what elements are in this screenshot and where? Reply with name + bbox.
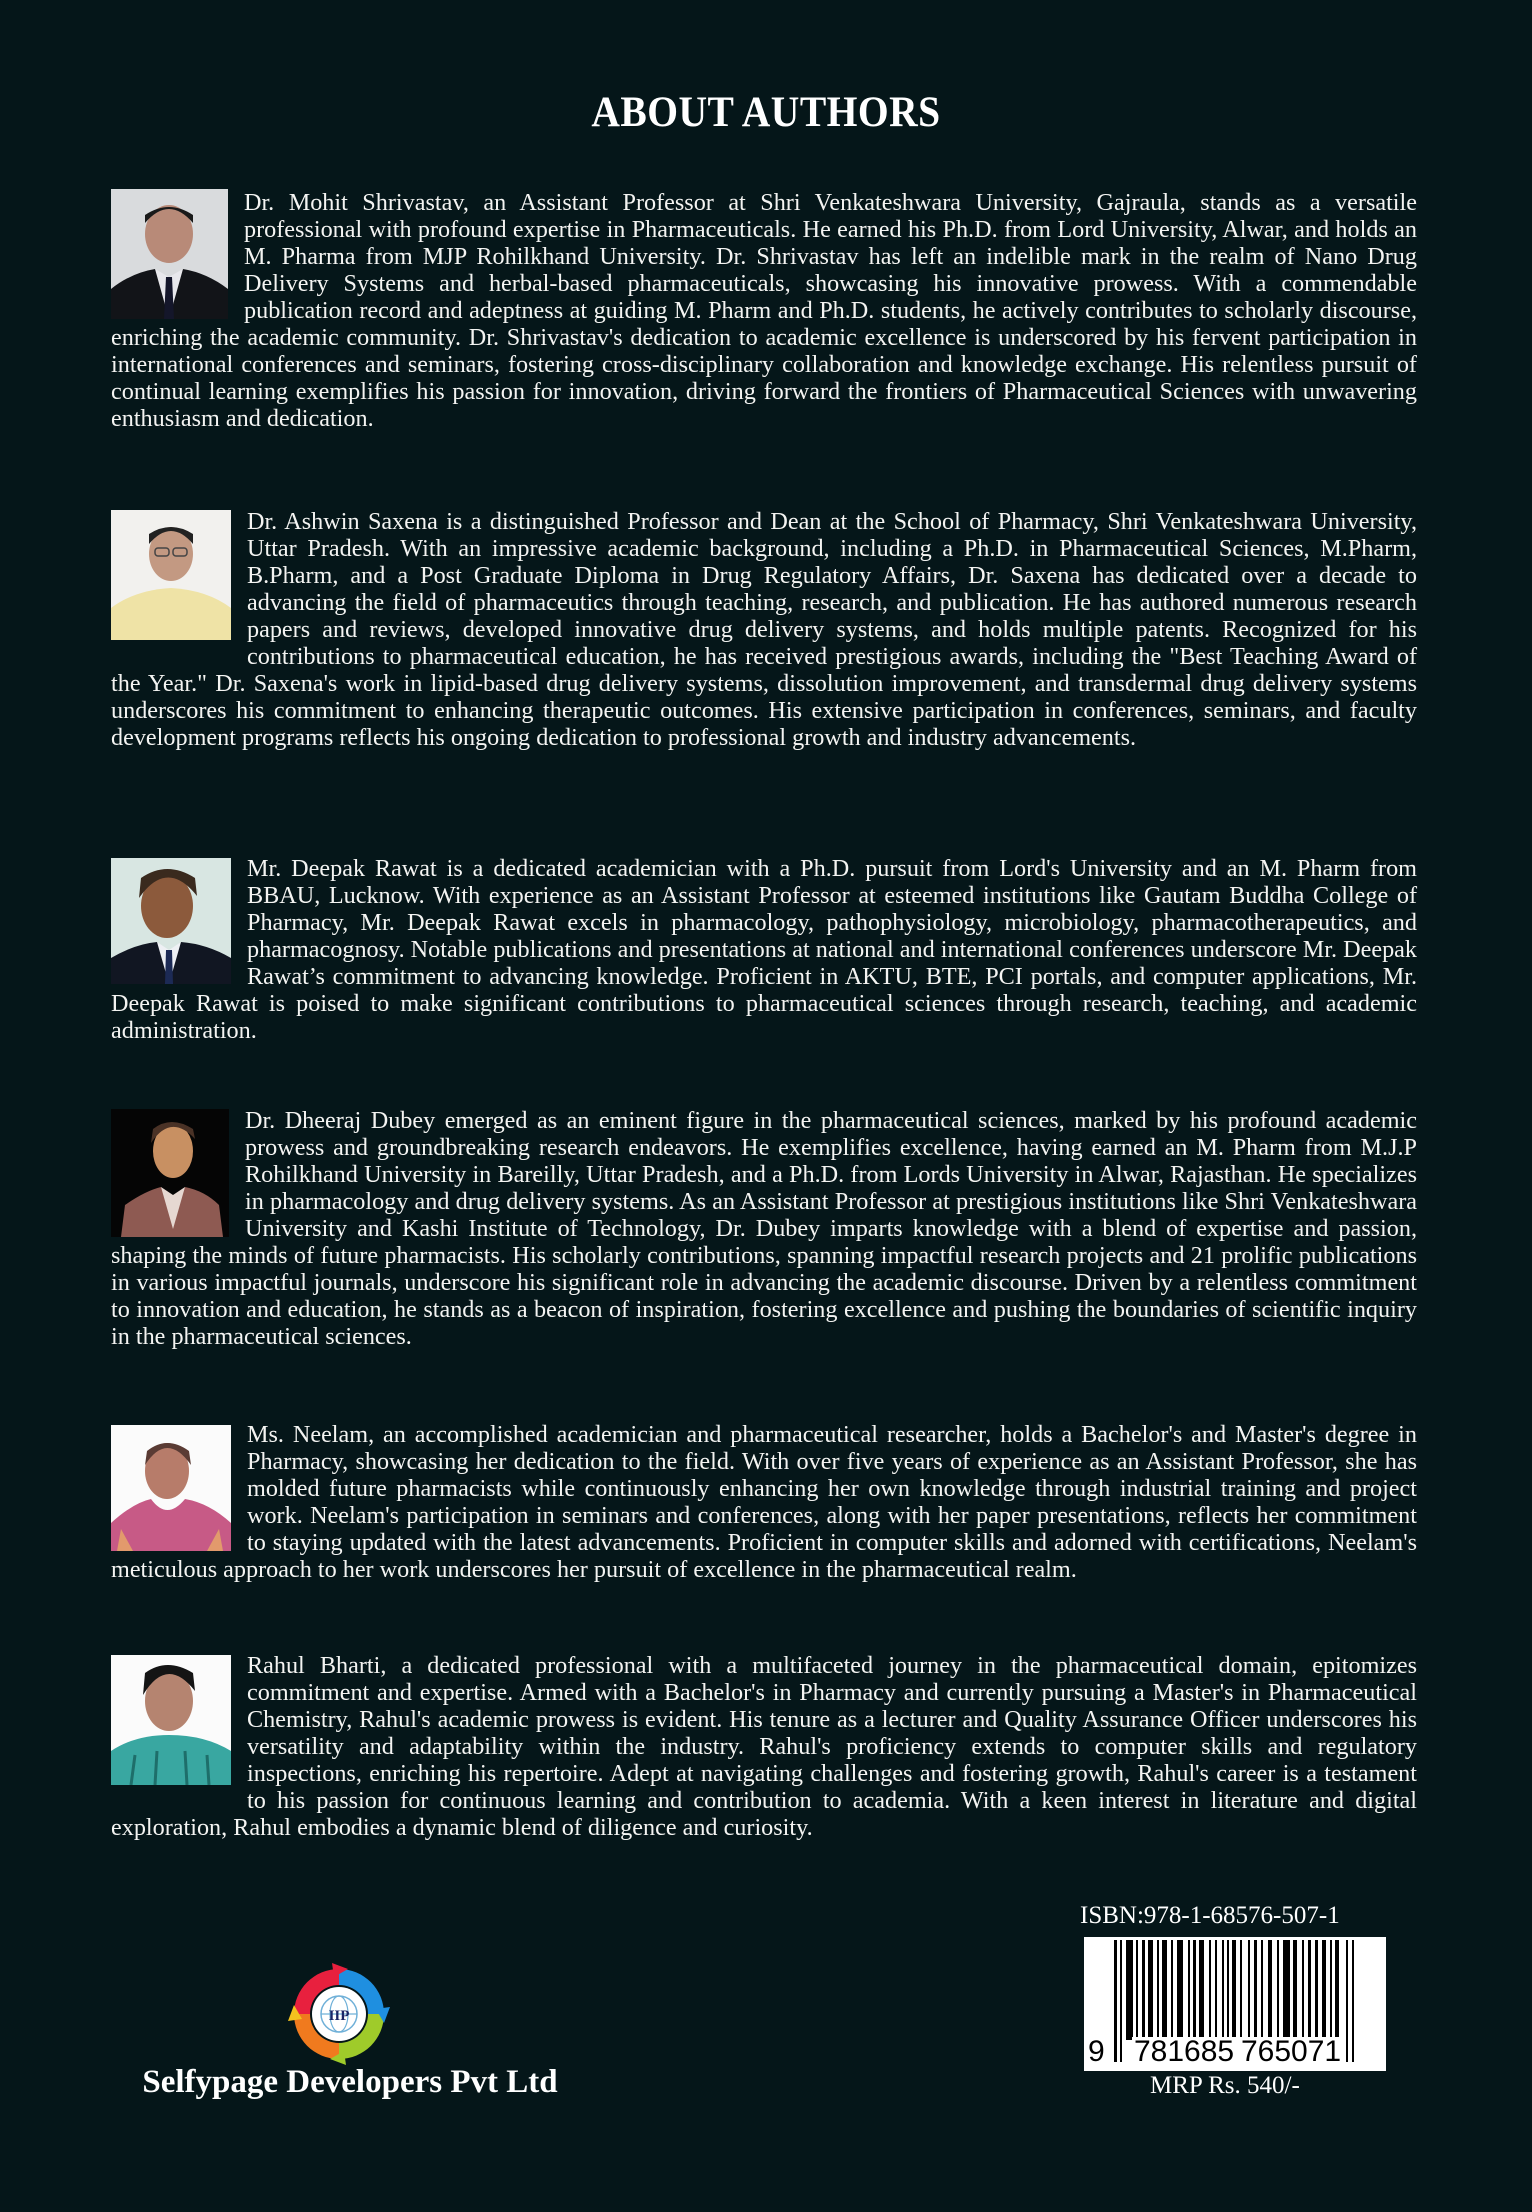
- author-bio-block: [111, 855, 1417, 1044]
- author-photo-neelam-icon: [111, 1425, 231, 1551]
- price-label: MRP Rs. 540/-: [1150, 2072, 1300, 2099]
- author-bio-text: Ms. Neelam, an accomplished academician and pharmaceutical researcher, holds a Bachelor's and Master's degree in Pharmacy, showcasing her dedication to the field. With over five years of experience as an Assistant Professor, she has molded future pharmacists while continuously enhancing her own knowledge through industrial training and project work. Neelam's participation in seminars and conferences, along with her paper presentations, reflects her commitment to staying updated with the latest advancements. Proficient in computer skills and adorned with certifications, Neelam's meticulous approach to her work underscores her pursuit of excellence in the pharmaceutical realm.: [111, 1421, 1417, 1583]
- author-bio-text: Mr. Deepak Rawat is a dedicated academician with a Ph.D. pursuit from Lord's University and an M. Pharm from BBAU, Lucknow. With experience as an Assistant Professor at esteemed institutions like Gautam Buddha College of Pharmacy, Mr. Deepak Rawat excels in pharmacology, pathophysiology, microbiology, pharmacotherapeutics, and pharmacognosy. Notable publications and presentations at national and international conferences underscore Mr. Deepak Rawat’s commitment to advancing knowledge. Proficient in AKTU, BTE, PCI portals, and computer applications, Mr. Deepak Rawat is poised to make significant contributions to pharmaceutical sciences through research, teaching, and academic administration.: [111, 855, 1417, 1044]
- author-bio-text: Dr. Ashwin Saxena is a distinguished Professor and Dean at the School of Pharmacy, Shri Venkateshwara University, Uttar Pradesh. With an impressive academic background, including a Ph.D. in Pharmaceutical Sciences, M.Pharm, B.Pharm, and a Post Graduate Diploma in Drug Regulatory Affairs, Dr. Saxena has dedicated over a decade to advancing the field of pharmaceutics through teaching, research, and publication. He has authored numerous research papers and reviews, developed innovative drug delivery systems, and holds multiple patents. Recognized for his contributions to pharmaceutical education, he has received prestigious awards, including the "Best Teaching Award of the Year." Dr. Saxena's work in lipid-based drug delivery systems, dissolution improvement, and transdermal drug delivery systems underscores his commitment to enhancing therapeutic outcomes. His extensive participation in conferences, seminars, and faculty development programs reflects his ongoing dedication to professional growth and industry advancements.: [111, 508, 1417, 751]
- publisher-logo-icon: [288, 1963, 390, 2065]
- author-photo-rahul-bharti-icon: [111, 1655, 231, 1785]
- barcode-digit-first: 9: [1088, 2035, 1105, 2068]
- barcode-digits-right: 765071: [1241, 2035, 1342, 2068]
- author-bio-text: Dr. Mohit Shrivastav, an Assistant Professor at Shri Venkateshwara University, Gajraula, stands as a versatile professional with profound expertise in Pharmaceuticals. He earned his Ph.D. from Lord University, Alwar, and holds an M. Pharma from MJP Rohilkhand University. Dr. Shrivastav has left an indelible mark in the realm of Nano Drug Delivery Systems and herbal-based pharmaceuticals, showcasing his innovative prowess. With a commendable publication record and adeptness at guiding M. Pharm and Ph.D. students, he actively contributes to scholarly discourse, enriching the academic community. Dr. Shrivastav's dedication to academic excellence is underscored by his fervent participation in international conferences and seminars, fostering cross-disciplinary collaboration and knowledge exchange. His relentless pursuit of continual learning exemplifies his passion for innovation, driving forward the frontiers of Pharmaceutical Sciences with unwavering enthusiasm and dedication.: [111, 189, 1417, 432]
- author-photo-dheeraj-dubey-icon: [111, 1109, 229, 1237]
- author-bio-text: Rahul Bharti, a dedicated professional with a multifaceted journey in the pharmaceutical domain, epitomizes commitment and expertise. Armed with a Bachelor's in Pharmacy and currently pursuing a Master's in Pharmaceutical Chemistry, Rahul's academic prowess is evident. His tenure as a lecturer and Quality Assurance Officer underscores his versatility and adaptability within the industry. Rahul's proficiency extends to computer skills and regulatory inspections, enriching his repertoire. Adept at navigating challenges and fostering growth, Rahul's career is a testament to his passion for continuous learning and contribution to academia. With a keen interest in literature and digital exploration, Rahul embodies a dynamic blend of diligence and curiosity.: [111, 1652, 1417, 1841]
- publisher-logo-text: IIP: [328, 2008, 350, 2024]
- isbn-label: ISBN:978-1-68576-507-1: [1080, 1902, 1340, 1929]
- author-bio-block: [111, 189, 1417, 432]
- author-photo-ashwin-saxena-icon: [111, 510, 231, 640]
- author-photo-mohit-shrivastav-icon: [111, 189, 228, 319]
- author-bio-block: [111, 1652, 1417, 1841]
- author-bio-block: [111, 1107, 1417, 1350]
- page-title: ABOUT AUTHORS: [591, 89, 941, 136]
- isbn-barcode: [1084, 1937, 1386, 2071]
- barcode-digits-left: 781685: [1134, 2035, 1235, 2068]
- author-bio-text: Dr. Dheeraj Dubey emerged as an eminent figure in the pharmaceutical sciences, marked by his profound academic prowess and groundbreaking research endeavors. He exemplifies excellence, having earned an M. Pharm from M.J.P Rohilkhand University in Bareilly, Uttar Pradesh, and a Ph.D. from Lords University in Alwar, Rajasthan. He specializes in pharmacology and drug delivery systems. As an Assistant Professor at prestigious institutions like Shri Venkateshwara University and Kashi Institute of Technology, Dr. Dubey imparts knowledge with a blend of expertise and passion, shaping the minds of future pharmacists. His scholarly contributions, spanning impactful research projects and 21 prolific publications in various impactful journals, underscore his significant role in advancing the academic discourse. Driven by a relentless commitment to innovation and education, he stands as a beacon of inspiration, fostering excellence and pushing the boundaries of scientific inquiry in the pharmaceutical sciences.: [111, 1107, 1417, 1350]
- author-photo-deepak-rawat-icon: [111, 858, 231, 984]
- author-bio-block: [111, 508, 1417, 751]
- author-bio-block: [111, 1421, 1417, 1583]
- publisher-name: Selfypage Developers Pvt Ltd: [142, 2064, 558, 2100]
